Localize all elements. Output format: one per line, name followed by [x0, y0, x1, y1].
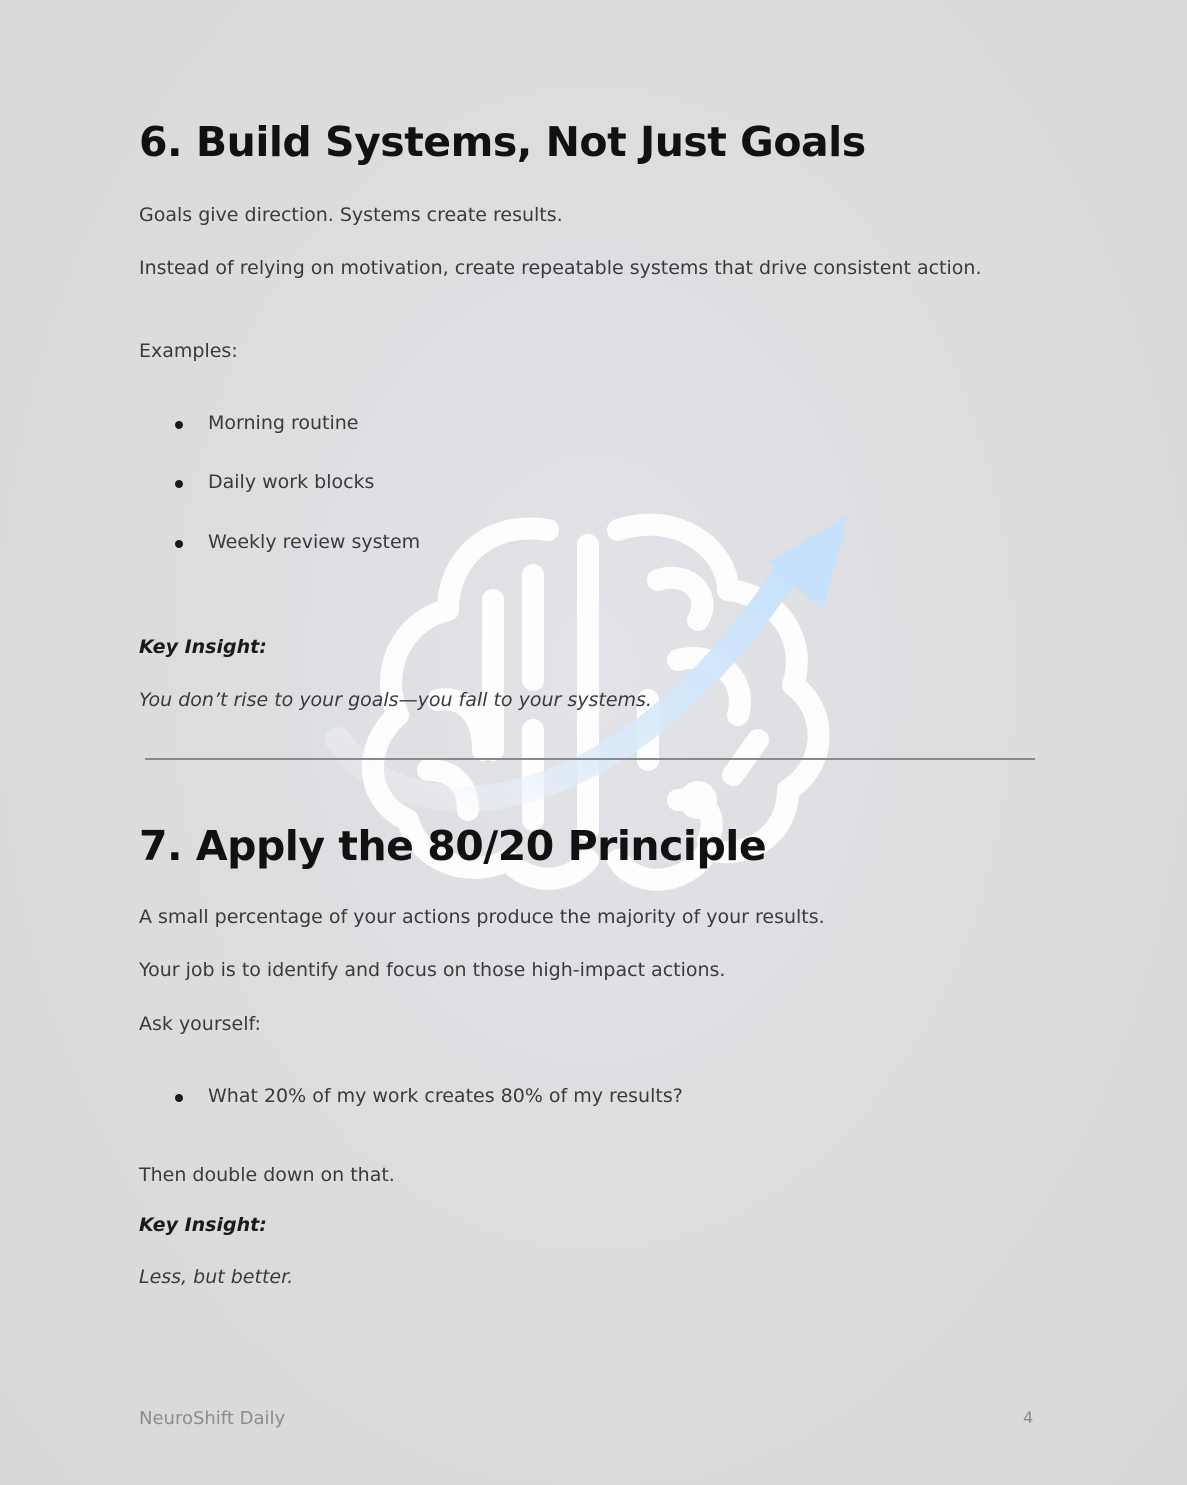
bullet-icon	[175, 1094, 183, 1102]
section-7-intro: A small percentage of your actions produce the majority of your results.	[139, 906, 825, 928]
section-6-paragraph: Instead of relying on motivation, create repeatable systems that drive consistent action.	[139, 257, 982, 279]
section-6-insight-label: Key Insight:	[139, 636, 267, 658]
list-item-text: Weekly review system	[208, 531, 421, 553]
section-7-title: 7. Apply the 80/20 Principle	[139, 822, 767, 870]
section-7-followup: Then double down on that.	[139, 1164, 395, 1186]
section-divider	[145, 758, 1035, 760]
page-number: 4	[1023, 1408, 1034, 1427]
section-6-title: 6. Build Systems, Not Just Goals	[139, 118, 866, 166]
section-7-insight-text: Less, but better.	[139, 1266, 294, 1288]
section-6-intro: Goals give direction. Systems create results.	[139, 204, 563, 226]
list-item-text: Daily work blocks	[208, 471, 375, 493]
list-item-text: Morning routine	[208, 412, 359, 434]
bullet-icon	[175, 480, 183, 488]
section-6-examples-label: Examples:	[139, 340, 238, 362]
page-content	[139, 0, 1039, 1485]
section-7-ask-label: Ask yourself:	[139, 1013, 261, 1035]
footer-brand: NeuroShift Daily	[139, 1408, 286, 1429]
list-item-text: What 20% of my work creates 80% of my results?	[208, 1085, 683, 1107]
section-7-paragraph: Your job is to identify and focus on those high-impact actions.	[139, 959, 726, 981]
section-6-insight-text: You don’t rise to your goals—you fall to your systems.	[139, 689, 652, 711]
section-7-insight-label: Key Insight:	[139, 1214, 267, 1236]
bullet-icon	[175, 421, 183, 429]
bullet-icon	[175, 540, 183, 548]
